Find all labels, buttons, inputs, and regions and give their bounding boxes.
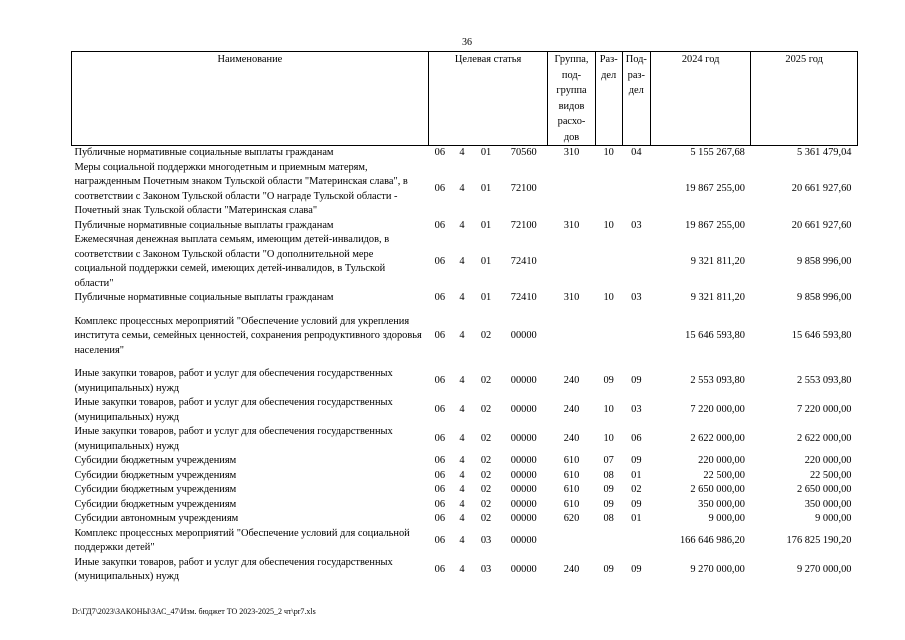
amount-2025-cell: 2 553 093,80 — [796, 375, 852, 387]
section-cell: 09 — [603, 484, 614, 495]
subprogram-code-cell: 4 — [459, 330, 465, 341]
expense-group-cell: 620 — [563, 513, 580, 524]
subsection-cell: 09 — [631, 455, 642, 466]
amount-2024-cell: 220 000,00 — [698, 455, 745, 466]
table-row — [72, 396, 858, 425]
header-name: Наименование — [72, 52, 429, 146]
subprogram-code-cell: 4 — [459, 455, 465, 466]
direction-code-cell: 00000 — [510, 498, 537, 510]
section-cell: 10 — [603, 219, 614, 231]
program-code-cell: 06 — [434, 219, 446, 231]
amount-2024-cell: 15 646 593,80 — [685, 330, 745, 341]
subprogram-code-cell: 4 — [459, 147, 465, 158]
subprogram-code-cell: 4 — [459, 469, 465, 481]
subsection-cell: 01 — [631, 469, 642, 481]
amount-2025-cell: 7 220 000,00 — [796, 404, 852, 416]
amount-2024-cell: 19 867 255,00 — [685, 219, 745, 231]
subsection-cell — [622, 161, 650, 219]
program-code-cell: 06 — [434, 404, 446, 416]
amount-2025-cell: 2 650 000,00 — [796, 484, 852, 495]
amount-2025-cell: 5 361 479,04 — [796, 147, 852, 158]
row-name-cell: Субсидии бюджетным учреждениям — [74, 455, 237, 466]
program-code-cell: 06 — [434, 534, 446, 546]
row-name-cell: Меры социальной поддержки многодетным и приемным матерям, награжденным Почетным знаком Тульской области "Материнская слава", в соответствии с Законом Тульской области "О награде Тульской области - Почетный знак Тульской области "Материнская слава" — [74, 161, 408, 216]
amount-2025-cell: 20 661 927,60 — [791, 183, 852, 195]
page-number: 36 — [462, 37, 472, 48]
event-code-cell: 02 — [480, 484, 492, 495]
expense-group-cell: 240 — [563, 375, 580, 387]
subprogram-code-cell: 4 — [459, 183, 465, 195]
section-cell: 07 — [603, 455, 614, 466]
program-code-cell: 06 — [434, 292, 446, 303]
table-row — [72, 233, 858, 291]
subsection-cell: 03 — [631, 219, 642, 231]
section-cell: 10 — [603, 433, 614, 445]
event-code-cell: 02 — [480, 513, 492, 524]
section-cell — [595, 161, 622, 219]
program-code-cell: 06 — [434, 330, 446, 341]
program-code-cell: 06 — [434, 469, 446, 481]
table-row — [72, 454, 858, 469]
header-2024: 2024 год — [650, 52, 751, 146]
direction-code-cell: 72100 — [510, 183, 537, 195]
section-cell — [595, 306, 622, 359]
program-code-cell: 06 — [434, 498, 446, 510]
expense-group-cell — [548, 306, 595, 359]
row-name-cell: Публичные нормативные социальные выплаты гражданам — [74, 219, 334, 231]
amount-2024-cell: 166 646 986,20 — [679, 534, 745, 546]
direction-code-cell: 00000 — [510, 433, 537, 445]
subprogram-code-cell: 4 — [459, 255, 465, 267]
subprogram-code-cell: 4 — [459, 375, 465, 387]
event-code-cell: 03 — [480, 563, 492, 575]
row-name-cell: Ежемесячная денежная выплата семьям, имеющим детей-инвалидов, в соответствии с Законом Тульской области "О дополнительной мере социальной поддержки семей, имеющих детей-инвалидов, в Тульской области" — [74, 234, 390, 289]
subprogram-code-cell: 4 — [459, 513, 465, 524]
program-code-cell: 06 — [434, 255, 446, 267]
row-name-cell: Публичные нормативные социальные выплаты гражданам — [74, 292, 334, 303]
program-code-cell: 06 — [434, 183, 446, 195]
direction-code-cell: 72410 — [510, 292, 537, 303]
expense-group-cell — [548, 233, 595, 291]
budget-table — [71, 51, 858, 585]
subsection-cell: 03 — [631, 404, 642, 416]
amount-2024-cell: 2 553 093,80 — [690, 375, 745, 387]
file-path-footer: D:\ГД7\2023\ЗАКОНЫ\ЗАС_47\Изм. бюджет ТО 2023-2025_2 чт\pr7.xls — [72, 607, 316, 616]
expense-group-cell: 610 — [563, 455, 580, 466]
amount-2024-cell: 9 270 000,00 — [690, 563, 745, 575]
subprogram-code-cell: 4 — [459, 534, 465, 546]
row-name-cell: Иные закупки товаров, работ и услуг для обеспечения государственных (муниципальных) нужд — [74, 368, 393, 394]
table-header — [72, 52, 858, 146]
expense-group-cell: 610 — [563, 484, 580, 495]
table-row — [72, 219, 858, 234]
direction-code-cell: 70560 — [510, 147, 537, 158]
program-code-cell: 06 — [434, 455, 446, 466]
expense-group-cell: 240 — [563, 563, 580, 575]
header-section: Раз- дел — [595, 52, 622, 146]
row-name-cell: Субсидии автономным учреждениям — [74, 513, 239, 524]
amount-2025-cell: 9 858 996,00 — [796, 292, 852, 303]
row-name-cell: Иные закупки товаров, работ и услуг для обеспечения государственных (муниципальных) нужд — [74, 426, 393, 452]
expense-group-cell: 240 — [563, 404, 580, 416]
expense-group-cell: 240 — [563, 433, 580, 445]
subsection-cell: 09 — [631, 563, 642, 575]
subsection-cell — [622, 233, 650, 291]
event-code-cell: 02 — [480, 498, 492, 510]
amount-2024-cell: 2 650 000,00 — [690, 484, 745, 495]
amount-2024-cell: 7 220 000,00 — [690, 404, 745, 416]
expense-group-cell: 310 — [563, 219, 580, 231]
direction-code-cell: 00000 — [510, 455, 537, 466]
section-cell: 10 — [603, 147, 614, 158]
table-row — [72, 498, 858, 513]
row-name-cell: Публичные нормативные социальные выплаты гражданам — [74, 147, 334, 158]
amount-2024-cell: 350 000,00 — [698, 498, 745, 510]
direction-code-cell: 00000 — [510, 469, 537, 481]
subprogram-code-cell: 4 — [459, 404, 465, 416]
table-row — [72, 483, 858, 498]
direction-code-cell: 72410 — [510, 255, 537, 267]
subsection-cell: 01 — [631, 513, 642, 524]
section-cell: 10 — [603, 404, 614, 416]
section-cell: 08 — [603, 513, 614, 524]
subsection-cell: 02 — [631, 484, 642, 495]
amount-2025-cell: 350 000,00 — [804, 498, 852, 510]
event-code-cell: 02 — [480, 469, 492, 481]
program-code-cell: 06 — [434, 433, 446, 445]
row-name-cell: Комплекс процессных мероприятий "Обеспечение условий для социальной поддержки детей" — [74, 527, 410, 553]
header-2025: 2025 год — [751, 52, 858, 146]
table-row — [72, 291, 858, 306]
section-cell: 10 — [603, 292, 614, 303]
table-row — [72, 556, 858, 585]
direction-code-cell: 00000 — [510, 563, 537, 575]
expense-group-cell — [548, 527, 595, 556]
expense-group-cell: 310 — [563, 292, 580, 303]
event-code-cell: 02 — [480, 375, 492, 387]
section-cell — [595, 233, 622, 291]
expense-group-cell — [548, 161, 595, 219]
amount-2024-cell: 5 155 267,68 — [690, 147, 745, 158]
table-row — [72, 425, 858, 454]
direction-code-cell: 00000 — [510, 513, 537, 524]
subsection-cell — [622, 527, 650, 556]
amount-2024-cell: 9 000,00 — [708, 513, 745, 524]
row-name-cell: Иные закупки товаров, работ и услуг для обеспечения государственных (муниципальных) нужд — [74, 556, 393, 582]
subsection-cell: 09 — [631, 375, 642, 387]
event-code-cell: 02 — [480, 330, 492, 341]
event-code-cell: 02 — [480, 455, 492, 466]
amount-2025-cell: 9 858 996,00 — [796, 255, 852, 267]
subsection-cell: 06 — [631, 433, 642, 445]
subprogram-code-cell: 4 — [459, 563, 465, 575]
event-code-cell: 01 — [480, 219, 492, 231]
amount-2024-cell: 2 622 000,00 — [690, 433, 745, 445]
amount-2025-cell: 9 270 000,00 — [796, 563, 852, 575]
amount-2024-cell: 19 867 255,00 — [685, 183, 745, 195]
subsection-cell: 09 — [631, 498, 642, 510]
table-body — [72, 146, 858, 585]
table-row — [72, 527, 858, 556]
row-name-cell: Субсидии бюджетным учреждениям — [74, 484, 237, 495]
amount-2025-cell: 220 000,00 — [804, 455, 852, 466]
row-name-cell: Комплекс процессных мероприятий "Обеспечение условий для укрепления института семьи, семейных ценностей, сохранения репродуктивного здоровья населения" — [74, 315, 422, 356]
subsection-cell: 04 — [631, 147, 642, 158]
direction-code-cell: 00000 — [510, 330, 537, 341]
header-group: Группа, под- группа видов расхо- дов — [548, 52, 595, 146]
event-code-cell: 02 — [480, 404, 492, 416]
expense-group-cell: 610 — [563, 469, 580, 481]
event-code-cell: 03 — [480, 534, 492, 546]
row-name-cell: Субсидии бюджетным учреждениям — [74, 469, 237, 481]
section-cell: 09 — [603, 375, 614, 387]
section-cell — [595, 527, 622, 556]
amount-2024-cell: 22 500,00 — [703, 469, 745, 481]
direction-code-cell: 72100 — [510, 219, 537, 231]
amount-2025-cell: 15 646 593,80 — [791, 330, 852, 341]
subprogram-code-cell: 4 — [459, 219, 465, 231]
subsection-cell: 03 — [631, 292, 642, 303]
program-code-cell: 06 — [434, 147, 446, 158]
program-code-cell: 06 — [434, 513, 446, 524]
direction-code-cell: 00000 — [510, 404, 537, 416]
amount-2025-cell: 2 622 000,00 — [796, 433, 852, 445]
amount-2025-cell: 9 000,00 — [815, 513, 852, 524]
table-row — [72, 161, 858, 219]
subprogram-code-cell: 4 — [459, 433, 465, 445]
row-name-cell: Субсидии бюджетным учреждениям — [74, 498, 237, 510]
direction-code-cell: 00000 — [510, 484, 537, 495]
table-row — [72, 306, 858, 359]
amount-2025-cell: 20 661 927,60 — [791, 219, 852, 231]
amount-2025-cell: 22 500,00 — [809, 469, 852, 481]
row-name-cell: Иные закупки товаров, работ и услуг для обеспечения государственных (муниципальных) нужд — [74, 397, 393, 423]
table-row — [72, 358, 858, 396]
section-cell: 09 — [603, 498, 614, 510]
table-row — [72, 469, 858, 484]
header-target-article: Целевая статья — [428, 52, 548, 146]
event-code-cell: 01 — [480, 183, 492, 195]
subprogram-code-cell: 4 — [459, 498, 465, 510]
program-code-cell: 06 — [434, 375, 446, 387]
event-code-cell: 01 — [480, 255, 492, 267]
direction-code-cell: 00000 — [510, 534, 537, 546]
event-code-cell: 02 — [480, 433, 492, 445]
event-code-cell: 01 — [480, 292, 492, 303]
subprogram-code-cell: 4 — [459, 292, 465, 303]
program-code-cell: 06 — [434, 484, 446, 495]
subprogram-code-cell: 4 — [459, 484, 465, 495]
subsection-cell — [622, 306, 650, 359]
table-row — [72, 512, 858, 527]
amount-2025-cell: 176 825 190,20 — [786, 534, 852, 546]
expense-group-cell: 310 — [563, 147, 580, 158]
section-cell: 09 — [603, 563, 614, 575]
expense-group-cell: 610 — [563, 498, 580, 510]
amount-2024-cell: 9 321 811,20 — [690, 292, 745, 303]
table-row — [72, 146, 858, 161]
program-code-cell: 06 — [434, 563, 446, 575]
header-subsection: Под- раз- дел — [622, 52, 650, 146]
direction-code-cell: 00000 — [510, 375, 537, 387]
section-cell: 08 — [603, 469, 614, 481]
event-code-cell: 01 — [480, 147, 492, 158]
amount-2024-cell: 9 321 811,20 — [690, 255, 745, 267]
